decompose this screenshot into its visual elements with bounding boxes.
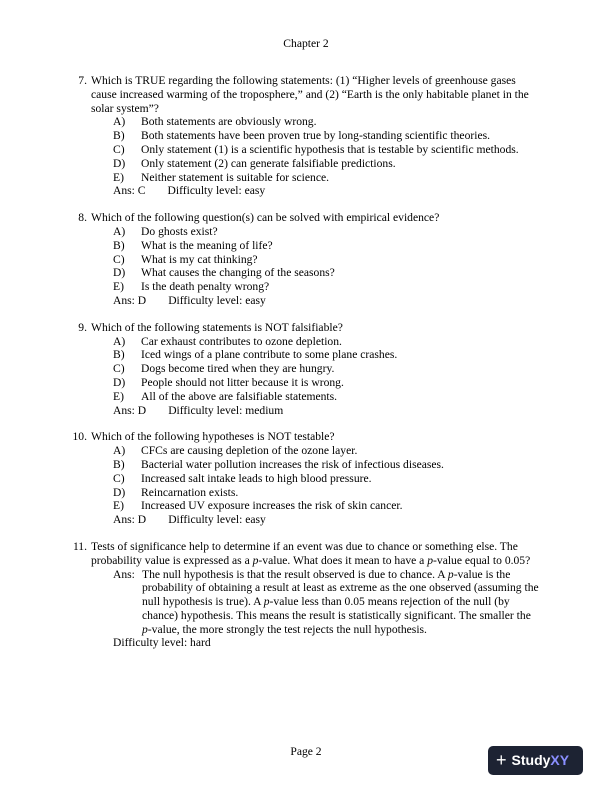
option-d: D) People should not litter because it is wrong.: [113, 375, 344, 389]
question-8: [78, 211, 541, 308]
page-header: Chapter 2: [283, 37, 329, 50]
option-d: D) Only statement (2) can generate falsifiable predictions.: [113, 156, 396, 170]
answer-text: The null hypothesis is that the result observed is due to chance. A p-value is the probability of obtaining a result at least as extreme as the one observed (assuming the null hypothesis is true). A p-value less than 0.05 means rejection of the null (by chance) hypothesis. This means the result is statistically significant. The smaller the p-value, the more strongly the test rejects the null hypothesis.: [142, 567, 539, 636]
answer-label: Ans:: [113, 567, 135, 581]
question-text: Which of the following statements is NOT falsifiable?: [91, 320, 343, 334]
option-a: A) CFCs are causing depletion of the ozone layer.: [113, 444, 358, 458]
option-b: B) Bacterial water pollution increases the risk of infectious diseases.: [113, 457, 444, 471]
question-7: [78, 74, 541, 198]
difficulty: Difficulty level: easy: [168, 293, 266, 307]
option-b: B) Both statements have been proven true by long-standing scientific theories.: [113, 129, 491, 143]
option-c: C) Only statement (1) is a scientific hypothesis that is testable by scientific methods.: [113, 142, 519, 156]
answer-line: [113, 294, 541, 308]
plus-icon: +: [496, 749, 507, 770]
answer-line: [113, 513, 541, 527]
option-b: B) Iced wings of a plane contribute to some plane crashes.: [113, 348, 398, 362]
question-number: 8.: [78, 211, 87, 225]
option-e: E) All of the above are falsifiable statements.: [113, 389, 338, 403]
option-a: A) Do ghosts exist?: [113, 224, 218, 238]
option-d: D) What causes the changing of the seasons?: [113, 266, 335, 280]
option-e: E) Increased UV exposure increases the risk of skin cancer.: [113, 499, 403, 513]
option-e: E) Is the death penalty wrong?: [113, 280, 270, 294]
option-d: D) Reincarnation exists.: [113, 485, 239, 499]
page-number: Page 2: [290, 745, 322, 758]
option-c: C) Increased salt intake leads to high blood pressure.: [113, 471, 372, 485]
difficulty: Difficulty level: easy: [168, 513, 266, 527]
question-number: 7.: [78, 74, 87, 87]
option-a: A) Car exhaust contributes to ozone depletion.: [113, 334, 342, 348]
option-c: C) What is my cat thinking?: [113, 252, 258, 266]
option-a: A) Both statements are obviously wrong.: [113, 115, 317, 129]
question-number: 9.: [78, 320, 87, 334]
question-number: 10.: [72, 430, 87, 444]
difficulty: Difficulty level: easy: [167, 184, 266, 198]
option-e: E) Neither statement is suitable for science.: [113, 170, 330, 184]
answer: Ans: C: [113, 184, 146, 198]
question-10: [72, 430, 541, 527]
option-c: C) Dogs become tired when they are hungry.: [113, 362, 335, 376]
question-text: Which of the following question(s) can be solved with empirical evidence?: [91, 211, 440, 225]
option-b: B) What is the meaning of life?: [113, 238, 273, 252]
difficulty: Difficulty level: hard: [113, 636, 211, 650]
difficulty: Difficulty level: medium: [168, 403, 284, 417]
question-number: 11.: [72, 539, 87, 553]
question-text: Which is TRUE regarding the following statements: (1) “Higher levels of greenhouse gases cause increased warming of the troposphere,” and (2) “Earth is the only habitable planet in the solar system”?: [91, 74, 529, 115]
question-list: [72, 74, 541, 663]
question-11: [72, 539, 541, 650]
answer: Ans: D: [113, 293, 147, 307]
studyxy-logo: + Study XY: [488, 746, 583, 775]
answer-line: [113, 404, 541, 418]
answer: Ans: D: [113, 513, 147, 527]
answer: Ans: D: [113, 403, 147, 417]
question-text: Tests of significance help to determine if an event was due to chance or something else. The probability value is expressed as a p-value. What does it mean to have a p-value equal to 0.05?: [91, 539, 531, 567]
question-text: Which of the following hypotheses is NOT testable?: [91, 430, 335, 444]
essay-answer: [113, 568, 541, 637]
answer-line: [113, 184, 541, 198]
question-9: [78, 320, 541, 418]
